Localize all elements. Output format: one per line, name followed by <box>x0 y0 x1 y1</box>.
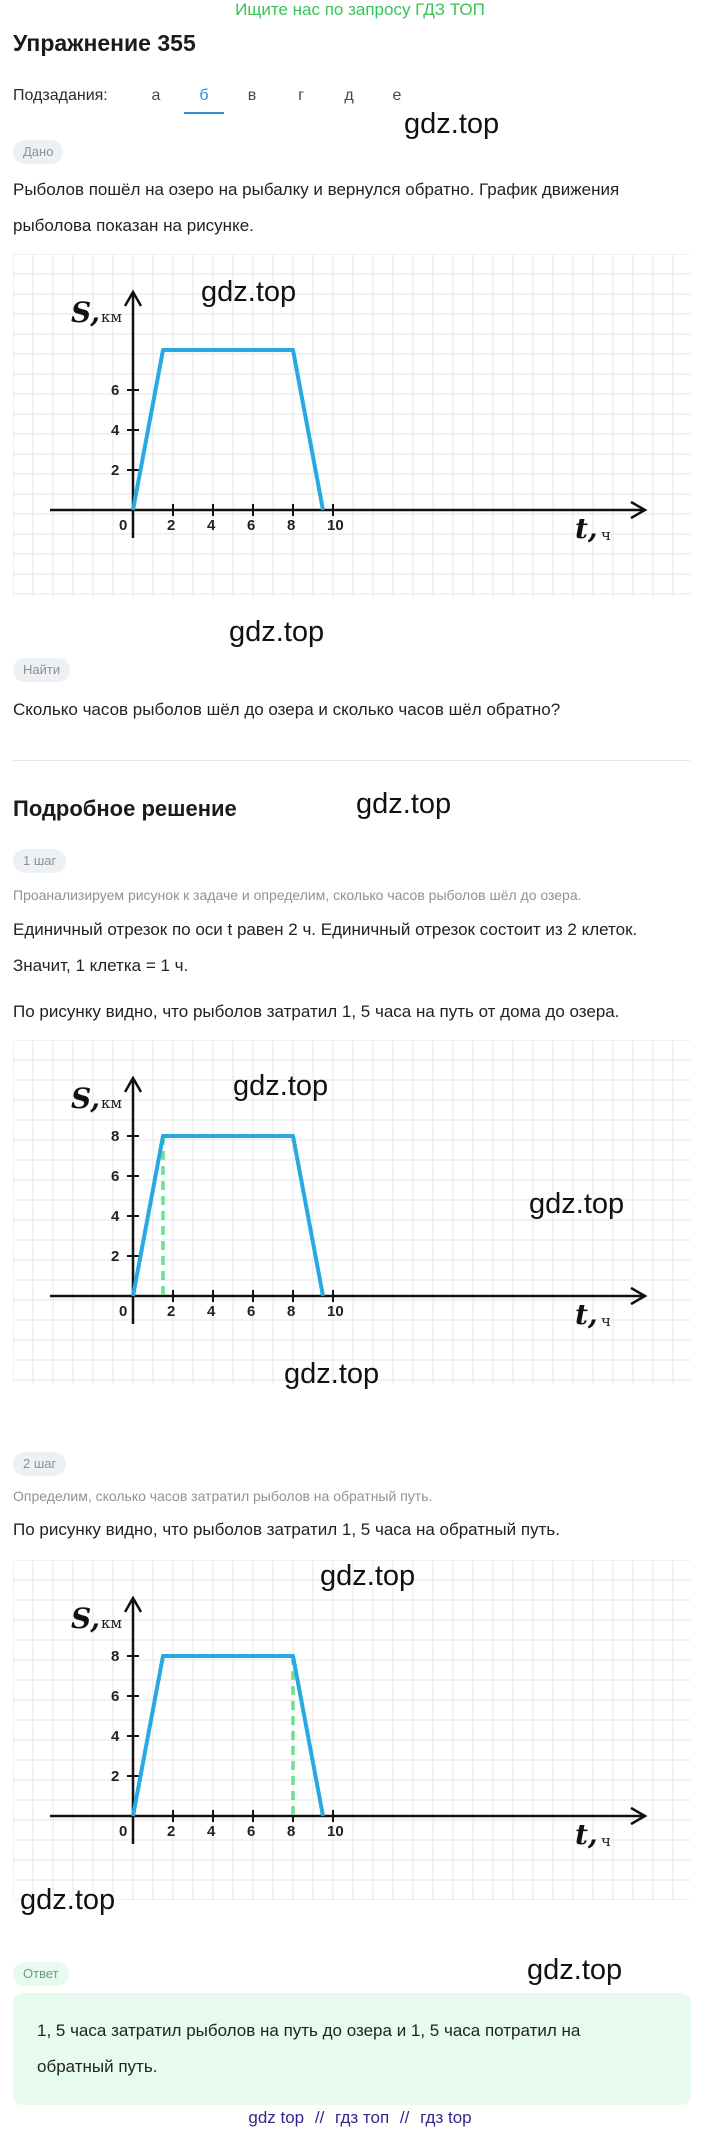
watermark: gdz.top <box>201 276 297 308</box>
watermark: gdz.top <box>284 1358 380 1390</box>
x-tick-label: 4 <box>207 1303 216 1320</box>
x-tick-label: 2 <box>167 517 176 534</box>
x-tick-label: 4 <box>207 517 216 534</box>
step1-line-2: Значит, 1 клетка = 1 ч. <box>13 956 189 975</box>
answer-line-1: 1, 5 часа затратил рыболов на путь до озера и 1, 5 часа потратил на <box>37 2021 581 2040</box>
answer-box <box>13 1993 691 2105</box>
tab-g[interactable]: г <box>298 87 304 104</box>
given-line-1: Рыболов пошёл на озеро на рыбалку и вернулся обратно. График движения <box>13 180 620 199</box>
x-tick-label: 8 <box>287 1303 296 1320</box>
subtasks-label: Подзадания: <box>13 87 108 104</box>
x-tick-label: 6 <box>247 1823 256 1840</box>
y-axis-label: S, <box>71 296 100 329</box>
x-tick-label: 0 <box>119 517 128 534</box>
y-axis-unit: км <box>101 1094 123 1112</box>
y-tick-label: 6 <box>111 1688 120 1705</box>
find-text: Сколько часов рыболов шёл до озера и сколько часов шёл обратно? <box>13 700 561 719</box>
page-title: Упражнение 355 <box>13 30 196 56</box>
step2-chip: 2 шаг <box>13 1452 66 1476</box>
x-tick-label: 2 <box>167 1303 176 1320</box>
x-tick-label: 0 <box>119 1823 128 1840</box>
top-banner[interactable]: Ищите нас по запросу ГДЗ ТОП <box>235 0 485 19</box>
y-tick-label: 4 <box>111 1728 120 1745</box>
tab-a[interactable]: а <box>151 87 161 104</box>
y-axis-unit: км <box>101 308 123 326</box>
y-tick-label: 8 <box>111 1648 120 1665</box>
x-axis-unit: ч <box>601 526 611 544</box>
y-tick-label: 6 <box>111 382 120 399</box>
graph-3 <box>13 1560 691 1900</box>
y-tick-label: 6 <box>111 1168 120 1185</box>
watermark: gdz.top <box>233 1070 329 1102</box>
y-tick-label: 2 <box>111 462 120 479</box>
x-axis-label: t, <box>575 1818 598 1851</box>
x-tick-label: 4 <box>207 1823 216 1840</box>
watermark: gdz.top <box>229 616 325 648</box>
x-tick-label: 6 <box>247 517 256 534</box>
x-tick-label: 8 <box>287 1823 296 1840</box>
x-axis-unit: ч <box>601 1832 611 1850</box>
step2-line-1: По рисунку видно, что рыболов затратил 1, 5 часа на обратный путь. <box>13 1520 560 1539</box>
watermark: gdz.top <box>320 1560 416 1592</box>
given-chip: Дано <box>13 140 63 164</box>
divider <box>13 760 690 761</box>
step2-hint: Определим, сколько часов затратил рыболов на обратный путь. <box>13 1488 433 1504</box>
graph-2 <box>13 1040 691 1383</box>
x-tick-label: 10 <box>327 517 344 534</box>
bottom-links <box>0 2106 720 2130</box>
tab-e[interactable]: е <box>392 87 402 104</box>
link-gdz-top[interactable]: gdz top <box>248 2108 305 2127</box>
y-tick-label: 2 <box>111 1768 120 1785</box>
x-axis-unit: ч <box>601 1312 611 1330</box>
x-tick-label: 6 <box>247 1303 256 1320</box>
y-axis-label: S, <box>71 1082 100 1115</box>
link-separator: // <box>314 2108 325 2127</box>
watermark: gdz.top <box>529 1188 625 1220</box>
x-tick-label: 10 <box>327 1303 344 1320</box>
answer-chip: Ответ <box>13 1962 69 1986</box>
given-line-2: рыболова показан на рисунке. <box>13 216 254 235</box>
subtasks-bar <box>13 84 433 114</box>
answer-line-2: обратный путь. <box>37 2057 158 2076</box>
solution-title: Подробное решение <box>13 796 237 821</box>
step1-chip: 1 шаг <box>13 849 66 873</box>
x-tick-label: 8 <box>287 517 296 534</box>
y-axis-unit: км <box>101 1614 123 1632</box>
watermark: gdz.top <box>527 1954 623 1986</box>
find-chip: Найти <box>13 658 70 682</box>
link-gdz-top-mixed[interactable]: гдз top <box>420 2108 472 2127</box>
x-axis-label: t, <box>575 512 598 545</box>
x-tick-label: 0 <box>119 1303 128 1320</box>
step1-line-3: По рисунку видно, что рыболов затратил 1, 5 часа на путь от дома до озера. <box>13 1002 620 1021</box>
step1-hint: Проанализируем рисунок к задаче и определим, сколько часов рыболов шёл до озера. <box>13 887 582 903</box>
y-tick-label: 4 <box>111 1208 120 1225</box>
y-tick-label: 8 <box>111 1128 120 1145</box>
x-tick-label: 10 <box>327 1823 344 1840</box>
y-tick-label: 4 <box>111 422 120 439</box>
y-tick-label: 2 <box>111 1248 120 1265</box>
y-axis-label: S, <box>71 1602 100 1635</box>
graph-1 <box>13 254 691 597</box>
tab-b[interactable]: б <box>184 84 224 114</box>
watermark: gdz.top <box>20 1884 116 1916</box>
watermark: gdz.top <box>356 788 452 820</box>
link-gdz-top-ru[interactable]: гдз топ <box>335 2108 390 2127</box>
x-axis-label: t, <box>575 1298 598 1331</box>
x-tick-label: 2 <box>167 1823 176 1840</box>
tab-v[interactable]: в <box>247 87 257 104</box>
link-separator: // <box>399 2108 410 2127</box>
watermark: gdz.top <box>404 108 500 140</box>
step1-line-1: Единичный отрезок по оси t равен 2 ч. Единичный отрезок состоит из 2 клеток. <box>13 920 638 939</box>
tab-d[interactable]: д <box>344 87 354 104</box>
